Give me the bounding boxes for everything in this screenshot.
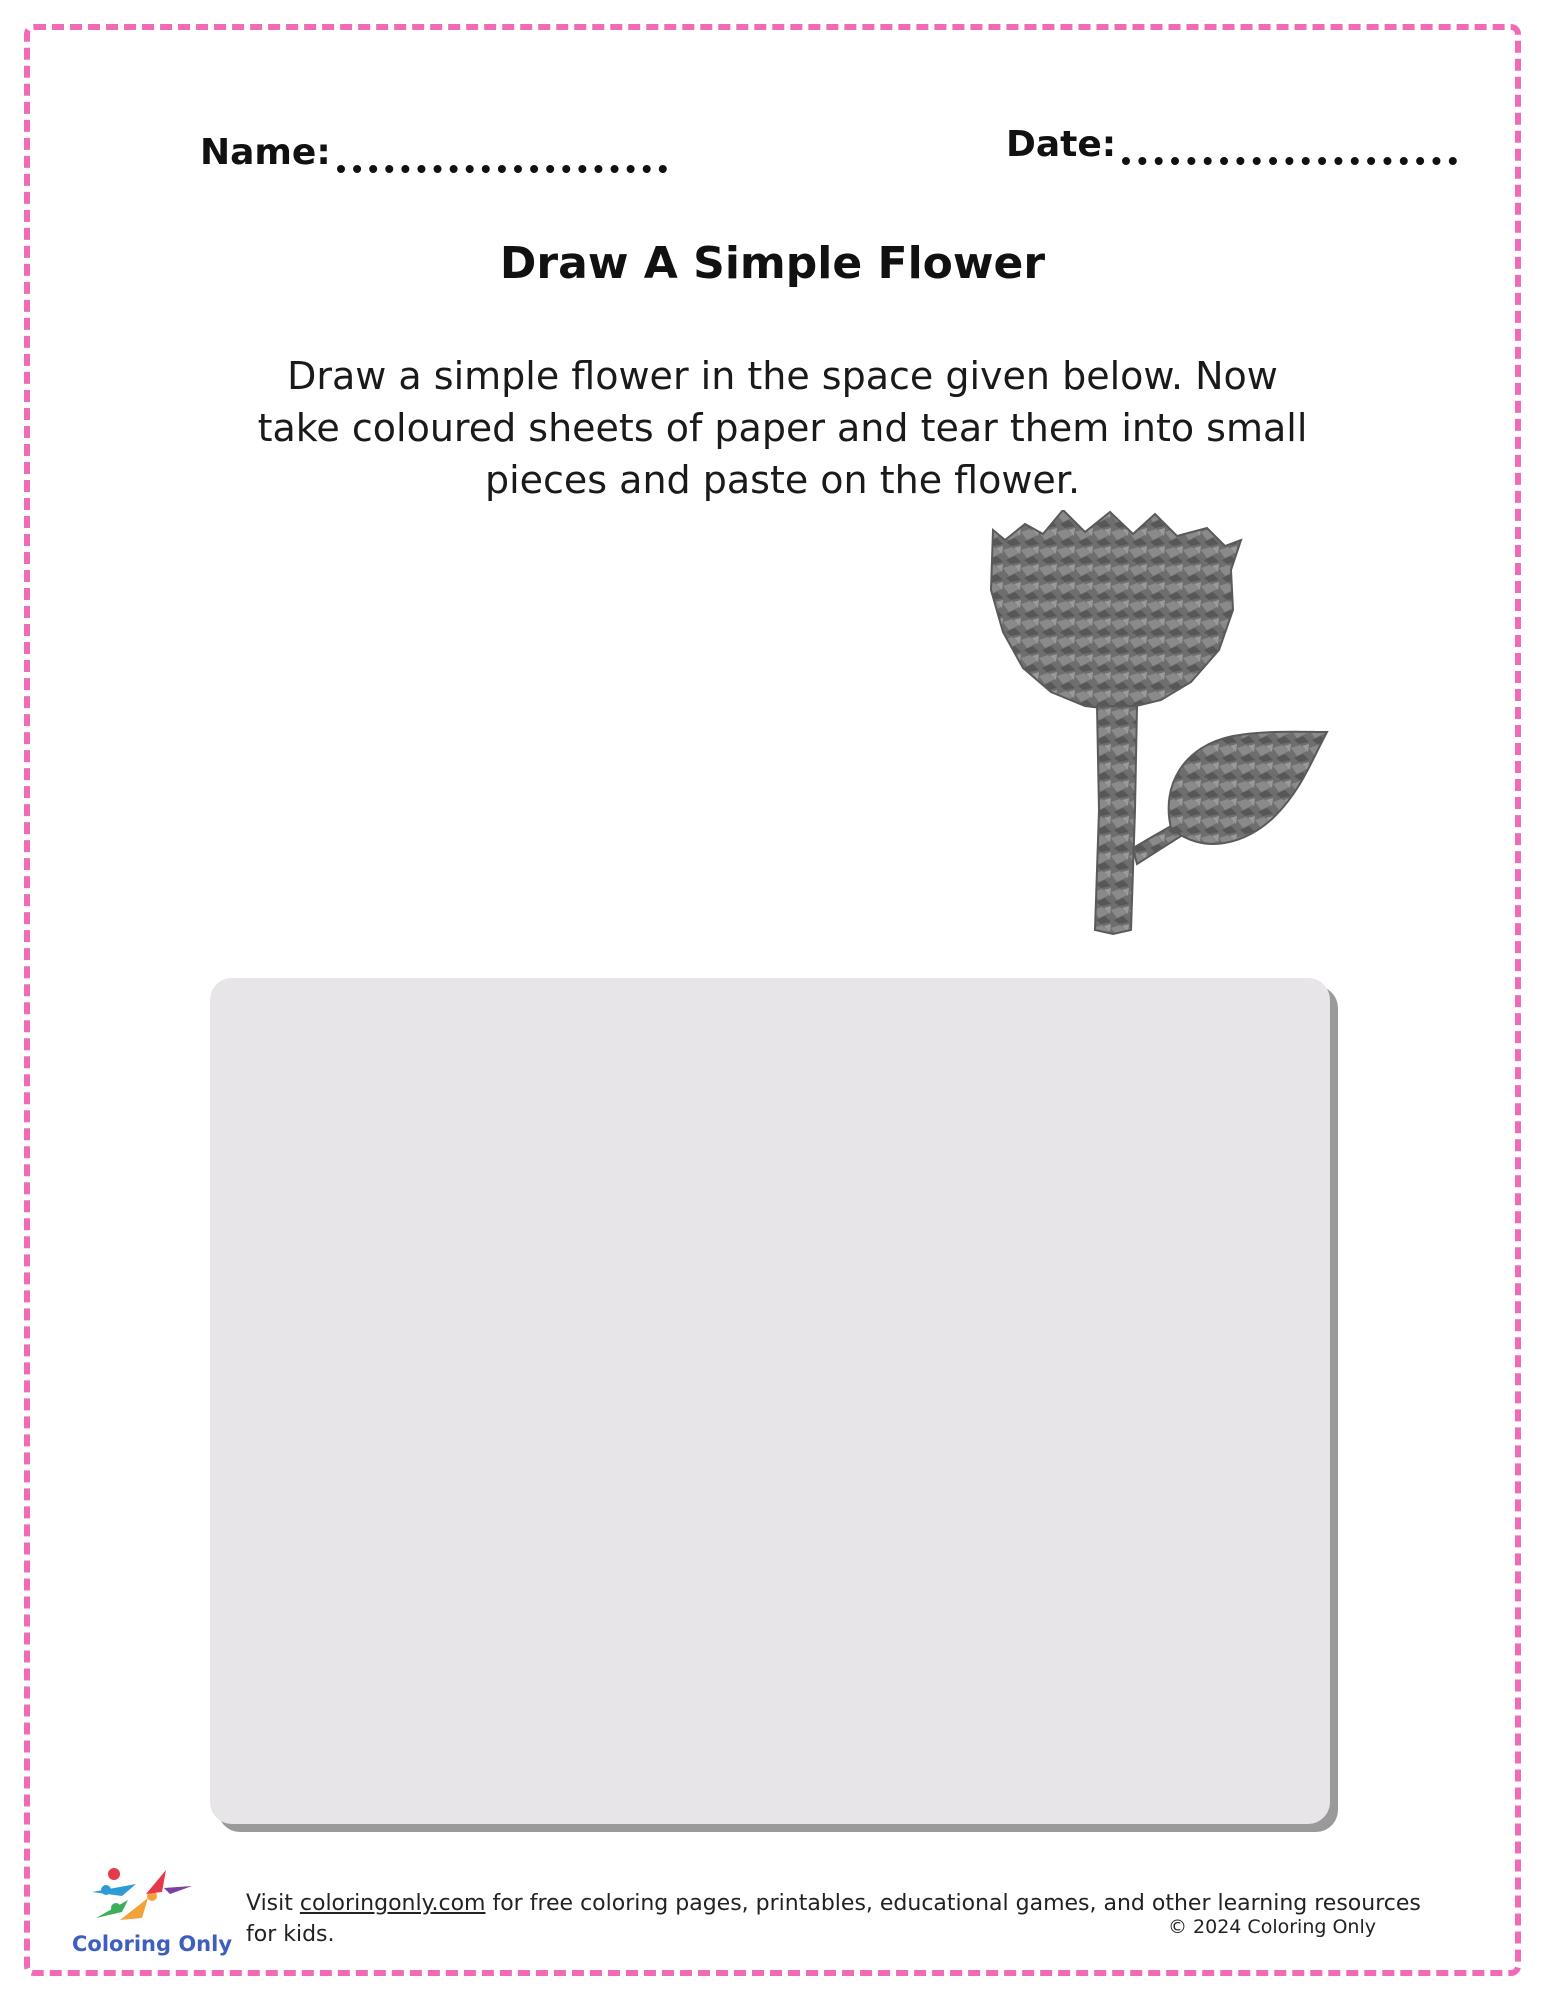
logo-text: Coloring Only (72, 1932, 233, 1956)
date-label: Date: (1006, 124, 1117, 165)
footer-visit-suffix: for free coloring pages, printables, educational games, and other learning resources for kids. (246, 1891, 1421, 1947)
footer-visit-prefix: Visit (246, 1891, 293, 1916)
drawing-area[interactable] (210, 978, 1330, 1824)
flower-head (991, 510, 1241, 710)
footer-link[interactable]: coloringonly.com (299, 1891, 486, 1916)
torn-paper-flower-icon (985, 510, 1345, 950)
page-title: Draw A Simple Flower (499, 238, 1046, 289)
copyright-text: © 2024 Coloring Only (1168, 1916, 1376, 1938)
instructions-text: Draw a simple flower in the space given below. Now take coloured sheets of paper and tear them into small pieces and paste on the flower. (257, 354, 1308, 502)
name-dotted-line[interactable] (337, 139, 667, 173)
name-field[interactable] (200, 132, 667, 173)
flower-leaf (1169, 732, 1327, 844)
date-field[interactable] (1006, 124, 1457, 165)
flower-branch (1133, 826, 1181, 864)
flower-stem (1095, 706, 1137, 934)
name-label: Name: (200, 132, 331, 173)
date-dotted-line[interactable] (1122, 131, 1457, 165)
